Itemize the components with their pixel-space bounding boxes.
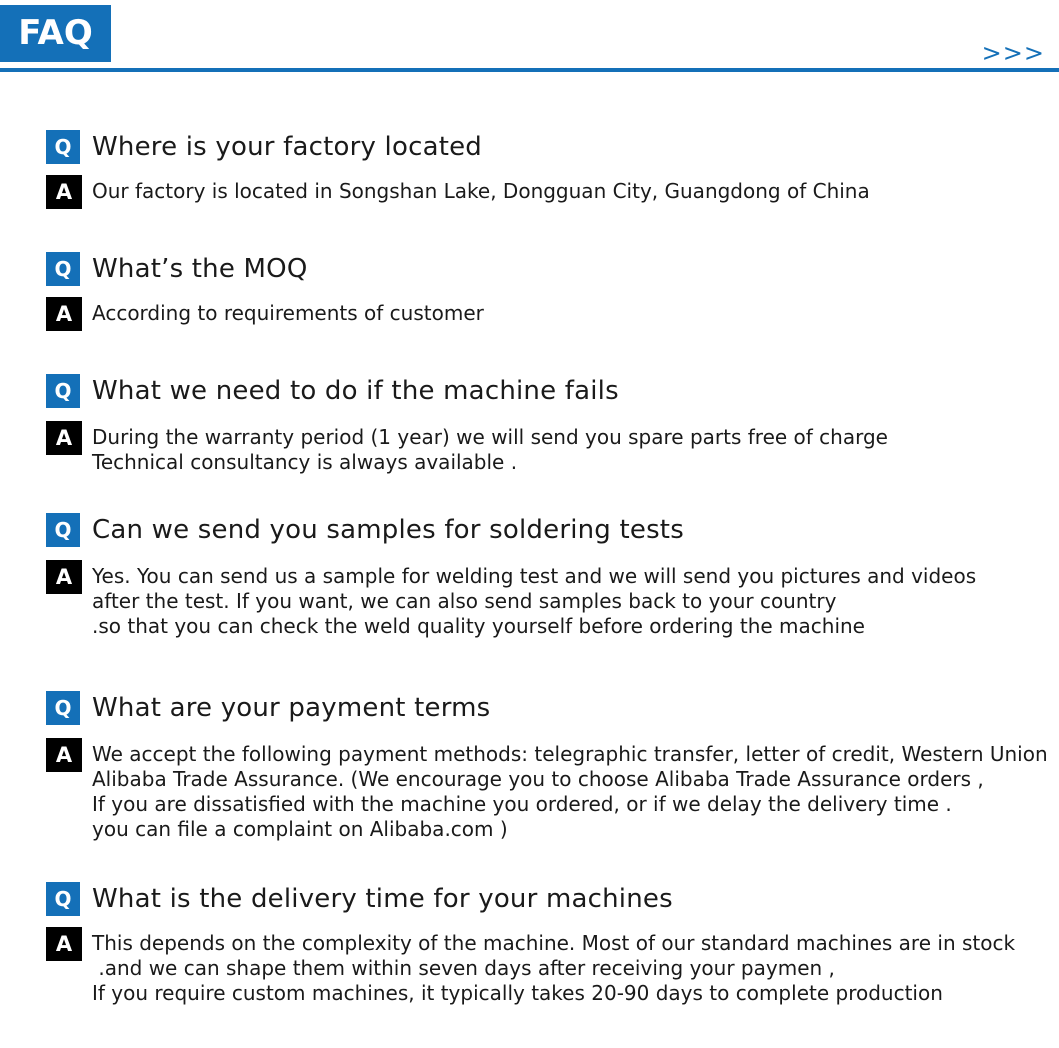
question-text: Where is your factory located xyxy=(92,132,482,162)
answer-line: Yes. You can send us a sample for welding test and we will send you pictures and videos xyxy=(92,564,977,588)
answer-text xyxy=(92,179,870,204)
answer-line: This depends on the complexity of the machine. Most of our standard machines are in stock xyxy=(92,931,1016,955)
question-badge: Q xyxy=(46,252,80,286)
answer-badge: A xyxy=(46,738,82,772)
answer-text xyxy=(92,931,1015,1006)
question-badge: Q xyxy=(46,513,80,547)
question-badge: Q xyxy=(46,691,80,725)
question-text: What we need to do if the machine fails xyxy=(92,376,619,406)
answer-badge: A xyxy=(46,560,82,594)
answer-badge: A xyxy=(46,297,82,331)
faq-title-badge: FAQ xyxy=(0,5,111,62)
answer-line: If you are dissatisfied with the machine you ordered, or if we delay the delivery time . xyxy=(92,792,952,816)
answer-text xyxy=(92,742,1048,842)
question-text: What are your payment terms xyxy=(92,693,491,723)
answer-line: If you require custom machines, it typically takes 20-90 days to complete production xyxy=(92,981,943,1005)
answer-badge: A xyxy=(46,421,82,455)
answer-line: Our factory is located in Songshan Lake, Dongguan City, Guangdong of China xyxy=(92,179,870,203)
question-text: Can we send you samples for soldering tests xyxy=(92,515,684,545)
header-divider xyxy=(0,68,1059,72)
question-text: What is the delivery time for your machines xyxy=(92,884,673,914)
answer-line: you can file a complaint on Alibaba.com ) xyxy=(92,817,508,841)
answer-line: .so that you can check the weld quality yourself before ordering the machine xyxy=(92,614,865,638)
answer-line: .and we can shape them within seven days after receiving your paymen , xyxy=(92,956,835,980)
question-badge: Q xyxy=(46,882,80,916)
question-badge: Q xyxy=(46,374,80,408)
question-badge: Q xyxy=(46,130,80,164)
answer-text xyxy=(92,425,888,475)
answer-line: During the warranty period (1 year) we will send you spare parts free of charge xyxy=(92,425,888,449)
answer-line: Alibaba Trade Assurance. (We encourage you to choose Alibaba Trade Assurance orders , xyxy=(92,767,984,791)
question-text: What’s the MOQ xyxy=(92,254,308,284)
answer-badge: A xyxy=(46,927,82,961)
header-arrows: >>> xyxy=(981,39,1045,67)
answer-line: We accept the following payment methods: telegraphic transfer, letter of credit, Western Union xyxy=(92,742,1048,766)
answer-badge: A xyxy=(46,175,82,209)
answer-line: According to requirements of customer xyxy=(92,301,484,325)
answer-text xyxy=(92,301,484,326)
answer-text xyxy=(92,564,976,639)
answer-line: Technical consultancy is always available . xyxy=(92,450,518,474)
answer-line: after the test. If you want, we can also send samples back to your country xyxy=(92,589,837,613)
